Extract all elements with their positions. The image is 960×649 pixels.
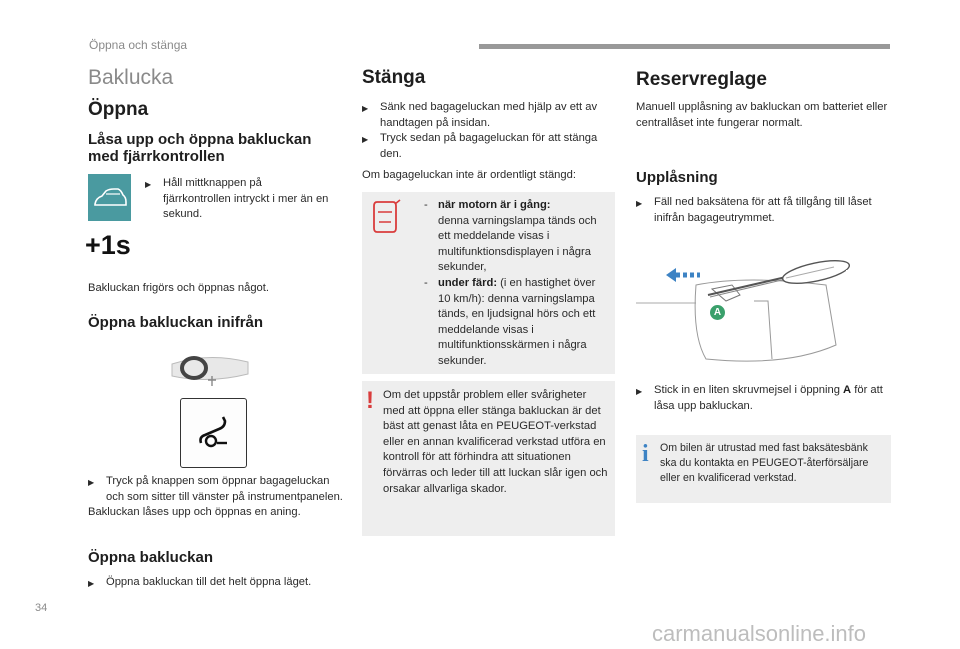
bullet-arrow-icon: ▶ bbox=[362, 135, 369, 144]
dash-2: - bbox=[424, 277, 428, 289]
warning-icon: ! bbox=[366, 387, 374, 414]
inside-step: Tryck på knappen som öppnar bagageluckan och som sitter till vänster på instrumentpanelen. bbox=[106, 475, 343, 503]
heading-unlock: Upplåsning bbox=[636, 169, 718, 186]
info-icon: i bbox=[642, 441, 649, 467]
info-text: Om bilen är utrustad med fast baksätesbänk ska du kontakta en PEUGEOT-återförsäljare eller en kvalificerad verkstad. bbox=[660, 442, 869, 485]
bullet-arrow-icon: ▶ bbox=[362, 104, 369, 113]
driving-text: (i en hastighet över 10 km/h): denna varningslampa tänds, en ljudsignal hörs och ett meddelande visas i multifunktionsskärmen i några sekunder. bbox=[438, 277, 596, 367]
not-closed-text: Om bagageluckan inte är ordentligt stängd: bbox=[362, 169, 576, 181]
engine-label: när motorn är i gång: bbox=[438, 199, 551, 211]
header-bar bbox=[479, 44, 890, 49]
heading-backup: Reservreglage bbox=[636, 69, 767, 90]
stick-a: A bbox=[843, 384, 852, 396]
open2-step: Öppna bakluckan till det helt öppna läget. bbox=[106, 576, 312, 588]
remote-result: Bakluckan frigörs och öppnas något. bbox=[88, 282, 269, 294]
trunk-open-icon bbox=[180, 398, 247, 468]
page-title: Baklucka bbox=[88, 66, 174, 89]
watermark: carmanualsonline.info bbox=[652, 621, 867, 646]
heading-open: Öppna bbox=[88, 99, 149, 120]
car-key-icon bbox=[88, 174, 131, 221]
bullet-arrow-icon: ▶ bbox=[636, 387, 643, 396]
engine-text: denna varningslampa tänds och ett meddelande visas i multifunktionsdisplayen i några sekunder, bbox=[438, 214, 597, 274]
remote-step: Håll mittknappen på fjärrkontrollen intryckt i mer än en sekund. bbox=[163, 177, 329, 221]
warning-text: Om det uppstår problem eller svårigheter med att öppna eller stänga bakluckan är det bäst att genast låta en PEUGEOT-verkstad eller en annan kvalificerad verkstad utföra en kontroll för att förhindra att situationen förvärras och leder till att luckan slår igen och orsakar allvarliga skador. bbox=[383, 389, 608, 495]
bullet-arrow-icon: ▶ bbox=[88, 478, 95, 487]
stick-text: Stick in en liten skruvmejsel i öppning bbox=[654, 384, 840, 396]
dash-1: - bbox=[424, 199, 428, 211]
bullet-arrow-icon: ▶ bbox=[88, 579, 95, 588]
unlock-step: Fäll ned baksätena för att få tillgång till låset inifrån bagageutrymmet. bbox=[654, 196, 872, 224]
stick-text-2: för att låsa upp bakluckan. bbox=[654, 384, 883, 412]
heading-close: Stänga bbox=[362, 67, 426, 88]
heading-open-2: Öppna bakluckan bbox=[88, 549, 214, 566]
close-step-1: Sänk ned bagageluckan med hjälp av ett av handtagen på insidan. bbox=[380, 101, 598, 129]
driving-label: under färd: bbox=[438, 277, 498, 289]
car-warning-icon bbox=[367, 198, 403, 238]
inside-result: Bakluckan låses upp och öppnas en aning. bbox=[88, 506, 301, 519]
screwdriver-icon bbox=[636, 255, 891, 373]
plus-1s-icon: +1s bbox=[85, 230, 131, 260]
backup-intro: Manuell upplåsning av bakluckan om batteriet eller centrallåset inte fungerar normalt. bbox=[636, 101, 888, 129]
heading-inside: Öppna bakluckan inifrån bbox=[88, 314, 264, 331]
stick-step bbox=[636, 383, 891, 414]
close-step-2: Tryck sedan på bagageluckan för att stänga den. bbox=[380, 132, 598, 160]
callout-a: A bbox=[710, 305, 725, 320]
bullet-arrow-icon: ▶ bbox=[145, 180, 152, 189]
page-number: 34 bbox=[35, 602, 48, 614]
bullet-arrow-icon: ▶ bbox=[636, 199, 643, 208]
steering-wheel-icon bbox=[168, 350, 258, 390]
section-header: Öppna och stänga bbox=[89, 38, 188, 52]
heading-remote: Låsa upp och öppna bakluckan med fjärrkontrollen bbox=[88, 131, 312, 165]
